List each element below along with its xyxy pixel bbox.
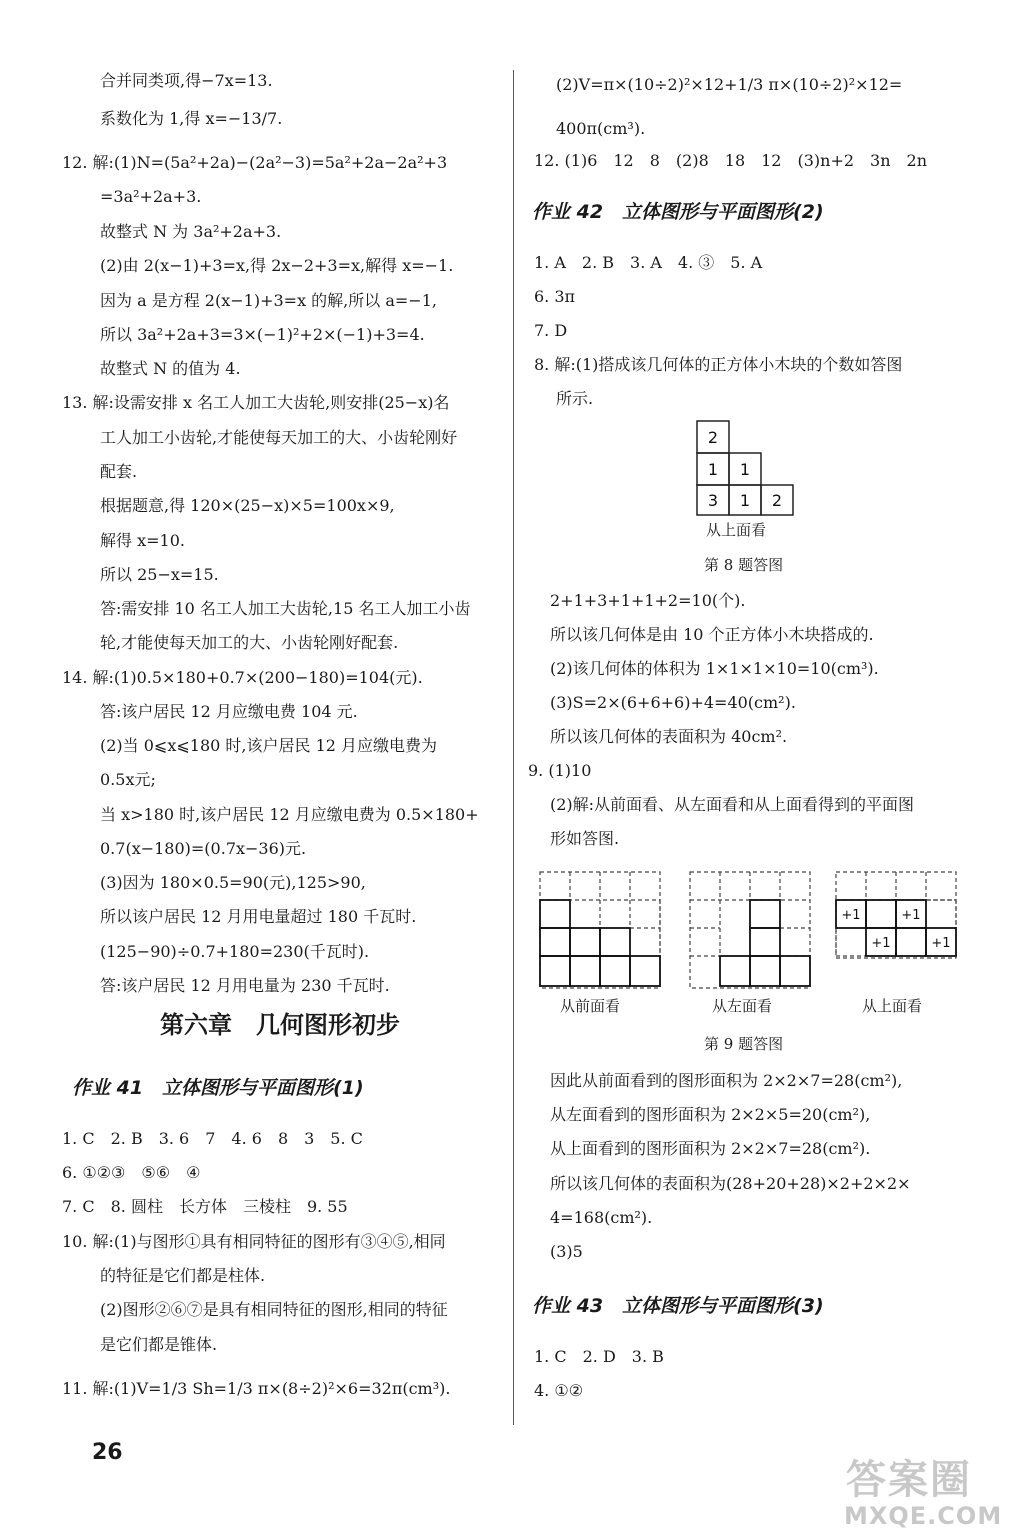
text-line: 4=168(cm²). xyxy=(550,1208,653,1227)
text-line: 故整式 N 为 3a²+2a+3. xyxy=(100,222,282,241)
figure-9-views xyxy=(536,868,968,992)
text-line: 轮,才能使每天加工的大、小齿轮刚好配套. xyxy=(100,633,399,652)
text-line: 从左面看到的图形面积为 2×2×5=20(cm²), xyxy=(550,1105,871,1124)
text-line: 工人加工小齿轮,才能使每天加工的大、小齿轮刚好 xyxy=(100,428,458,447)
plus-one-label: +1 xyxy=(841,908,861,923)
text-line: 是它们都是锥体. xyxy=(100,1335,218,1354)
text-line: 形如答图. xyxy=(550,829,620,848)
text-line: 答:该户居民 12 月用电量为 230 千瓦时. xyxy=(100,976,390,995)
text-line: 6. 3π xyxy=(534,287,576,306)
text-line: 11. 解:(1)V=1/3 Sh=1/3 π×(8÷2)²×6=32π(cm³). xyxy=(62,1379,451,1398)
text-line: (125−90)÷0.7+180=230(千瓦时). xyxy=(100,942,370,961)
page-number: 26 xyxy=(92,1440,123,1465)
text-line: 12. 解:(1)N=(5a²+2a)−(2a²−3)=5a²+2a−2a²+3 xyxy=(62,153,448,172)
text-line: 400π(cm³). xyxy=(556,119,646,138)
text-line: 合并同类项,得−7x=13. xyxy=(100,71,273,90)
text-line: 7. C 8. 圆柱 长方体 三棱柱 9. 55 xyxy=(62,1197,348,1216)
top-view-grid xyxy=(836,872,956,958)
text-line: 配套. xyxy=(100,462,138,481)
chapter-title: 第六章 几何图形初步 xyxy=(160,1010,400,1039)
text-line: 10. 解:(1)与图形①具有相同特征的图形有③④⑤,相同 xyxy=(62,1232,446,1251)
cell-number: 3 xyxy=(707,491,719,510)
text-line: =3a²+2a+3. xyxy=(100,187,202,206)
text-line: 答:该户居民 12 月应缴电费 104 元. xyxy=(100,702,358,721)
figure-9-left-label: 从左面看 xyxy=(712,997,773,1015)
text-line: 所以该几何体的表面积为(28+20+28)×2+2×2× xyxy=(550,1174,911,1193)
text-line: (2)当 0⩽x⩽180 时,该户居民 12 月应缴电费为 xyxy=(100,736,438,755)
text-line: 答:需安排 10 名工人加工大齿轮,15 名工人加工小齿 xyxy=(100,599,471,618)
cell-number: 1 xyxy=(739,460,751,479)
text-line: 7. D xyxy=(534,321,568,340)
text-line: 0.7(x−180)=(0.7x−36)元. xyxy=(100,839,307,858)
text-line: 的特征是它们都是柱体. xyxy=(100,1266,266,1285)
text-line: 1. A 2. B 3. A 4. ③ 5. A xyxy=(534,253,763,272)
homework-41-title: 作业 41 立体图形与平面图形(1) xyxy=(72,1077,364,1099)
cell-number: 1 xyxy=(707,460,719,479)
text-line: 解得 x=10. xyxy=(100,531,185,550)
text-line: (2)解:从前面看、从左面看和从上面看得到的平面图 xyxy=(550,795,915,814)
text-line: 系数化为 1,得 x=−13/7. xyxy=(100,109,283,128)
text-line: 因此从前面看到的图形面积为 2×2×7=28(cm²), xyxy=(550,1071,903,1090)
homework-43-title: 作业 43 立体图形与平面图形(3) xyxy=(532,1295,824,1317)
plus-one-label: +1 xyxy=(901,908,921,923)
text-line: 1. C 2. B 3. 6 7 4. 6 8 3 5. C xyxy=(62,1129,363,1148)
watermark-logo xyxy=(840,1448,1003,1532)
text-line: 所以该几何体是由 10 个正方体小木块搭成的. xyxy=(550,625,874,644)
text-line: 6. ①②③ ⑤⑥ ④ xyxy=(62,1163,201,1182)
figure-8-view-label: 从上面看 xyxy=(706,521,767,539)
text-line: 8. 解:(1)搭成该几何体的正方体小木块的个数如答图 xyxy=(534,355,903,374)
watermark-top-text: 答案圈 xyxy=(846,1457,972,1503)
cell-number: 1 xyxy=(739,491,751,510)
figure-9-front-label: 从前面看 xyxy=(560,997,621,1015)
text-line: (3)5 xyxy=(550,1242,583,1261)
cell-number: 2 xyxy=(771,491,783,510)
text-line: 当 x>180 时,该户居民 12 月应缴电费为 0.5×180+ xyxy=(100,805,479,824)
text-line: 13. 解:设需安排 x 名工人加工大齿轮,则安排(25−x)名 xyxy=(62,393,450,412)
text-line: 12. (1)6 12 8 (2)8 18 12 (3)n+2 3n 2n xyxy=(534,151,928,170)
text-line: (2)图形②⑥⑦是具有相同特征的图形,相同的特征 xyxy=(100,1300,448,1319)
figure-9-top-label: 从上面看 xyxy=(862,997,923,1015)
homework-42-title: 作业 42 立体图形与平面图形(2) xyxy=(532,201,824,223)
text-line: 所以 25−x=15. xyxy=(100,565,219,584)
figure-8-grid xyxy=(696,420,796,516)
watermark-bottom-text: MXQE.COM xyxy=(844,1502,1003,1530)
cell-number: 2 xyxy=(707,428,719,447)
text-line: 0.5x元; xyxy=(100,770,156,789)
text-line: 所以该几何体的表面积为 40cm². xyxy=(550,727,788,746)
text-line: 从上面看到的图形面积为 2×2×7=28(cm²). xyxy=(550,1139,871,1158)
text-line: 所以该户居民 12 月用电量超过 180 千瓦时. xyxy=(100,907,417,926)
text-line: (2)该几何体的体积为 1×1×1×10=10(cm³). xyxy=(550,659,879,678)
figure-9-caption: 第 9 题答图 xyxy=(704,1035,784,1053)
text-line: 所示. xyxy=(556,389,594,408)
figure-8-caption: 第 8 题答图 xyxy=(704,556,784,574)
left-view-grid xyxy=(690,872,810,988)
column-divider xyxy=(513,70,514,1425)
plus-one-label: +1 xyxy=(871,936,891,951)
text-line: 9. (1)10 xyxy=(528,761,592,780)
text-line: 所以 3a²+2a+3=3×(−1)²+2×(−1)+3=4. xyxy=(100,325,425,344)
text-line: 故整式 N 的值为 4. xyxy=(100,359,241,378)
text-line: 4. ①② xyxy=(534,1381,584,1400)
front-view-grid xyxy=(540,872,660,988)
text-line: (2)由 2(x−1)+3=x,得 2x−2+3=x,解得 x=−1. xyxy=(100,256,454,275)
text-line: 14. 解:(1)0.5×180+0.7×(200−180)=104(元). xyxy=(62,668,423,687)
text-line: (2)V=π×(10÷2)²×12+1/3 π×(10÷2)²×12= xyxy=(556,75,903,94)
text-line: 1. C 2. D 3. B xyxy=(534,1347,664,1366)
text-line: 因为 a 是方程 2(x−1)+3=x 的解,所以 a=−1, xyxy=(100,291,437,310)
text-line: 2+1+3+1+1+2=10(个). xyxy=(550,591,746,610)
text-line: (3)因为 180×0.5=90(元),125>90, xyxy=(100,873,366,892)
text-line: 根据题意,得 120×(25−x)×5=100x×9, xyxy=(100,496,395,515)
plus-one-label: +1 xyxy=(931,936,951,951)
text-line: (3)S=2×(6+6+6)+4=40(cm²). xyxy=(550,693,796,712)
